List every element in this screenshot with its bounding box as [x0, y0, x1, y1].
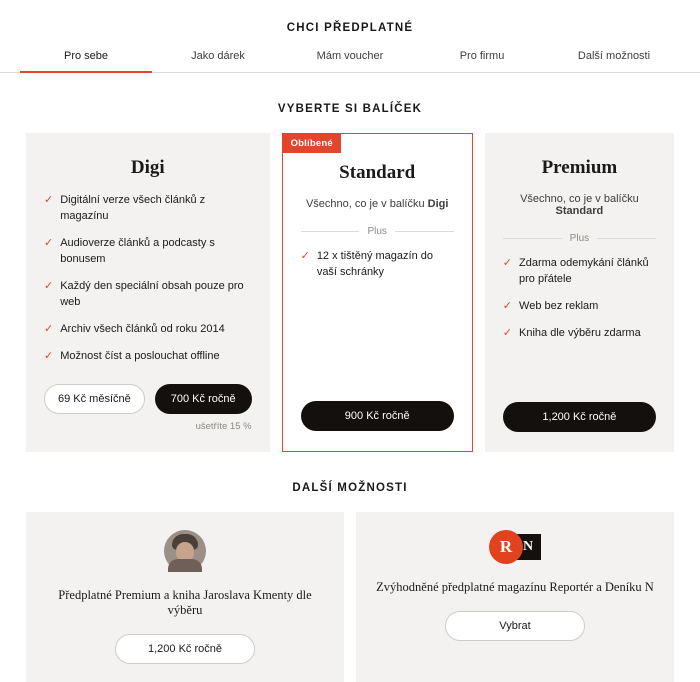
plus-label: Plus — [569, 233, 590, 244]
check-icon: ✓ — [502, 326, 513, 339]
check-icon: ✓ — [44, 322, 54, 335]
offer-card-denikn[interactable] — [356, 512, 674, 682]
check-icon: ✓ — [44, 236, 54, 249]
plan-feature-label: Audioverze článků a podcasty s bonusem — [60, 236, 215, 265]
plan-subtitle — [301, 198, 454, 210]
plan-subtitle — [503, 193, 656, 217]
offer-button-wrap — [445, 611, 585, 641]
plan-button-row — [503, 402, 656, 432]
plan-name: Standard — [339, 162, 416, 183]
plan-feature — [301, 249, 454, 281]
plan-subtitle-prefix: Všechno, co je v balíčku — [305, 198, 428, 210]
plus-label: Plus — [367, 226, 387, 237]
avatar-body — [168, 559, 202, 572]
plan-subtitle-bold: Digi — [427, 198, 449, 210]
plus-separator — [503, 233, 656, 244]
plans-list — [0, 133, 700, 452]
plan-feature-label: Web bez reklam — [519, 299, 599, 312]
standard-yearly-button[interactable]: 900 Kč ročně — [301, 401, 454, 431]
plan-feature-label: Každý den speciální obsah pouze pro web — [60, 279, 244, 308]
plan-card-digi[interactable] — [26, 133, 270, 452]
plan-feature-label: Možnost číst a poslouchat offline — [60, 349, 220, 362]
offer-description: Předplatné Premium a kniha Jaroslava Kmenty dle výběru — [58, 587, 312, 617]
spacer — [301, 292, 454, 393]
offer-card-kmenta[interactable] — [26, 512, 344, 682]
tab-pro-firmu[interactable]: Pro firmu — [459, 50, 505, 62]
plan-feature — [44, 236, 252, 268]
offer-kmenta-button[interactable]: 1,200 Kč ročně — [115, 634, 255, 664]
author-portrait-avatar — [164, 530, 206, 572]
check-icon: ✓ — [44, 194, 54, 206]
tab-dalsi-moznosti[interactable]: Další možnosti — [577, 50, 651, 62]
plan-button-row — [301, 401, 454, 431]
plan-card-premium[interactable] — [485, 133, 674, 452]
plan-feature-label: Digitální verze všech článků z magazínu — [60, 194, 206, 222]
plus-separator — [301, 226, 454, 237]
digi-monthly-button[interactable]: 69 Kč měsíčně — [44, 384, 145, 414]
offer-denikn-button[interactable]: Vybrat — [445, 611, 585, 641]
digi-save-note: ušetříte 15 % — [195, 420, 252, 432]
popular-badge: Oblíbené — [283, 134, 341, 153]
tab-bar — [0, 50, 700, 73]
plan-subtitle-prefix: Všechno, co je v balíčku — [520, 193, 639, 205]
check-icon: ✓ — [502, 257, 513, 269]
spacer — [503, 353, 656, 394]
plan-feature-label: 12 x tištěný magazín do vaší schránky — [316, 250, 433, 278]
offers-list — [0, 512, 700, 682]
premium-yearly-button[interactable]: 1,200 Kč ročně — [503, 402, 656, 432]
packages-section-title: VYBERTE SI BALÍČEK — [277, 103, 423, 115]
check-icon: ✓ — [44, 279, 54, 292]
check-icon: ✓ — [44, 349, 54, 362]
plan-feature — [44, 322, 252, 338]
reporter-logo-icon: R — [489, 530, 523, 564]
digi-yearly-button[interactable]: 700 Kč ročně — [155, 384, 252, 414]
denikn-logo-icon: N — [515, 534, 541, 560]
plan-feature-label: Kniha dle výběru zdarma — [519, 326, 641, 339]
reporter-denikn-logos — [489, 530, 541, 564]
plan-feature — [44, 279, 252, 311]
plan-feature — [503, 256, 656, 288]
plan-card-standard[interactable] — [282, 133, 473, 452]
tab-pro-sebe[interactable]: Pro sebe — [20, 50, 152, 73]
plan-name: Digi — [130, 157, 165, 178]
plan-feature — [503, 326, 656, 342]
tab-mam-voucher[interactable]: Mám voucher — [316, 50, 384, 62]
page-title: CHCI PŘEDPLATNÉ — [286, 22, 414, 34]
plan-feature — [44, 193, 252, 225]
plan-feature-label: Archiv všech článků od roku 2014 — [60, 322, 225, 335]
more-options-title: DALŠÍ MOŽNOSTI — [292, 481, 408, 494]
check-icon: ✓ — [502, 299, 513, 312]
plan-feature — [503, 299, 656, 315]
plan-name: Premium — [541, 157, 618, 178]
plan-subtitle-bold: Standard — [555, 205, 604, 217]
plan-button-row — [44, 384, 252, 414]
tab-jako-darek[interactable]: Jako dárek — [191, 50, 245, 62]
offer-description: Zvýhodněné předplatné magazínu Reportér a Deníku N — [376, 579, 654, 594]
plan-feature — [44, 349, 252, 365]
offer-button-wrap — [115, 634, 255, 664]
check-icon: ✓ — [300, 250, 310, 262]
plan-feature-label: Zdarma odemykání článků pro přátele — [519, 257, 649, 285]
